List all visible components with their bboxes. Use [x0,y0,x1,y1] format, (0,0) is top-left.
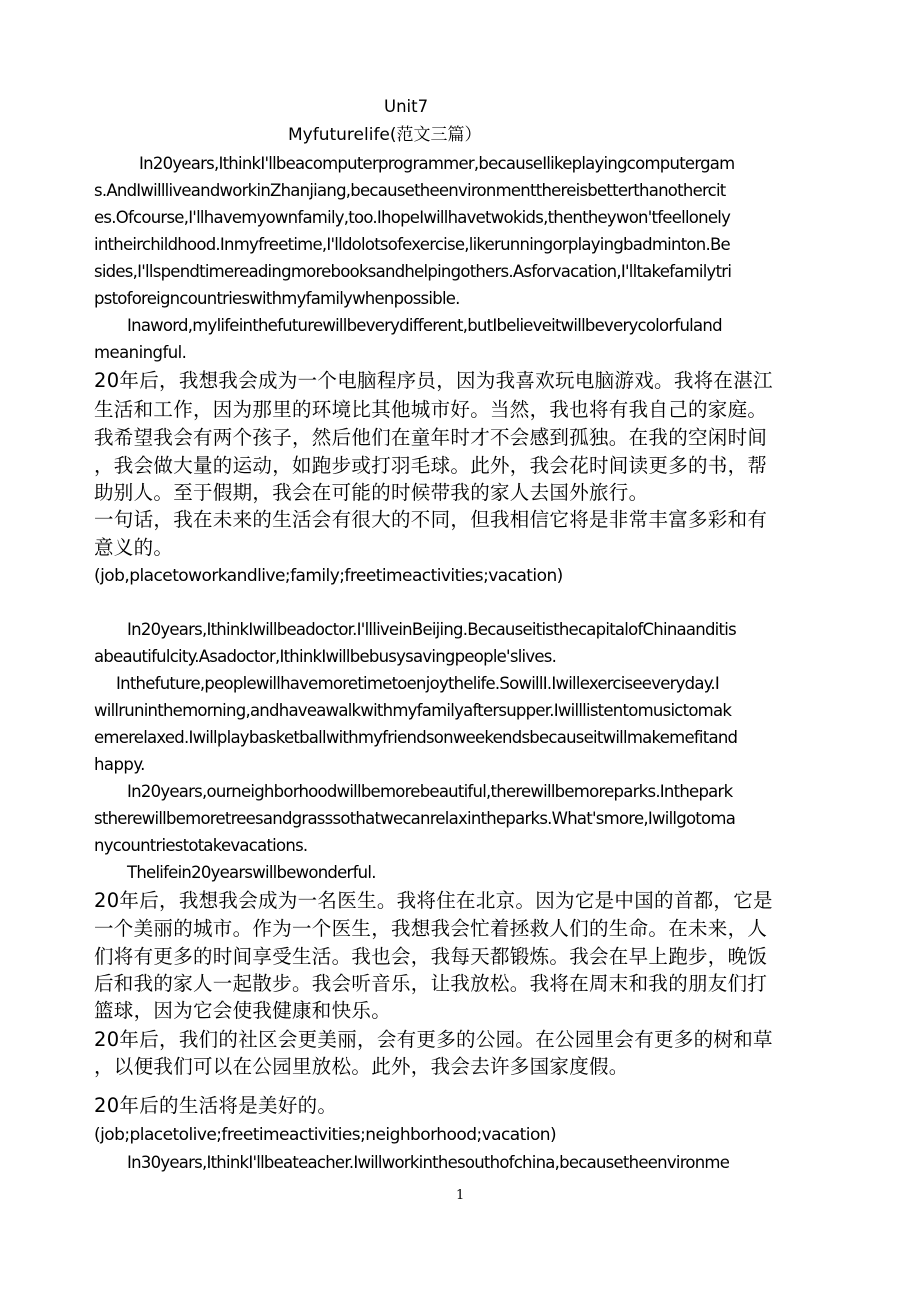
essay1-zh-line: 一句话，我在未来的生活会有很大的不同，但我相信它将是非常丰富多彩和有 [94,508,768,531]
essay2-en-line: nycountriestotakevacations. [94,836,308,855]
essay1-en-line: In20years,IthinkI'llbeacomputerprogrammer,becauseIlikeplayingcomputergam [139,154,735,173]
page-number: 1 [456,1188,465,1203]
essay2-en-line: willruninthemorning,andhaveawalkwithmyfamilyaftersupper.Iwilllistentomusictomak [94,701,732,720]
page-subtitle: Myfuturelife(范文三篇） [288,125,482,145]
essay2-zh-line: 一个美丽的城市。作为一个医生，我想我会忙着拯救人们的生命。在未来，人 [94,917,768,940]
essay1-en-line: s.AndIwillliveandworkinZhanjiang,becausetheenvironmentthereisbetterthanothercit [94,181,726,200]
essay3-en-line: In30years,IthinkI'llbeateacher.Iwillworkinthesouthofchina,becausetheenvironme [127,1153,730,1172]
essay1-en-line: sides,I'llspendtimereadingmorebooksandhelpingothers.Asforvacation,I'lltakefamilytri [94,262,732,281]
essay1-zh-line: 我希望我会有两个孩子，然后他们在童年时才不会感到孤独。在我的空闲时间 [94,426,768,449]
page-title: Unit7 [384,97,429,116]
essay1-keywords: (job,placetoworkandlive;family;freetimeactivities;vacation) [94,566,563,586]
essay2-zh-line: ，以便我们可以在公园里放松。此外，我会去许多国家度假。 [94,1055,629,1078]
essay1-en-line: meaningful. [94,343,187,362]
essay1-zh-line: 意义的。 [94,536,174,559]
essay2-zh-line: 20年后，我们的社区会更美丽，会有更多的公园。在公园里会有更多的树和草 [94,1028,773,1051]
essay1-en-line: Inaword,mylifeinthefuturewillbeverydifferent,butIbelieveitwillbeverycolorfuland [127,316,722,335]
essay2-en-line: abeautifulcity.Asadoctor,IthinkIwillbebusysavingpeople'slives. [94,647,557,666]
essay2-en-line: In20years,ourneighborhoodwillbemorebeautiful,therewillbemoreparks.Inthepark [127,782,733,801]
essay1-en-line: intheirchildhood.Inmyfreetime,I'lldolotsofexercise,likerunningorplayingbadminton.Be [94,235,730,254]
essay1-zh-line: 助别人。至于假期，我会在可能的时候带我的家人去国外旅行。 [94,481,649,504]
essay2-en-line: Inthefuture,peoplewillhavemoretimetoenjoythelife.SowillI.Iwillexerciseeveryday.I [116,674,720,693]
essay2-en-line: Thelifein20yearswillbewonderful. [127,863,376,882]
essay2-zh-line: 20年后，我想我会成为一名医生。我将住在北京。因为它是中国的首都，它是 [94,889,773,912]
essay1-zh-line: 生活和工作，因为那里的环境比其他城市好。当然，我也将有我自己的家庭。 [94,398,768,421]
essay1-en-line: pstoforeigncountrieswithmyfamilywhenpossible. [94,289,460,308]
essay2-zh-line: 后和我的家人一起散步。我会听音乐，让我放松。我将在周末和我的朋友们打 [94,972,768,995]
essay1-zh-line: ，我会做大量的运动，如跑步或打羽毛球。此外，我会花时间读更多的书，帮 [94,454,768,477]
essay2-zh-line: 们将有更多的时间享受生活。我也会，我每天都锻炼。我会在早上跑步，晚饭 [94,945,768,968]
essay2-zh-line: 20年后的生活将是美好的。 [94,1094,338,1117]
essay2-en-line: In20years,IthinkIwillbeadoctor.I'llliveinBeijing.BecauseitisthecapitalofChinaanditis [127,620,736,639]
essay2-keywords: (job;placetolive;freetimeactivities;neighborhood;vacation) [94,1125,557,1145]
essay2-zh-line: 篮球，因为它会使我健康和快乐。 [94,999,392,1022]
essay2-en-line: happy. [94,755,145,774]
essay2-en-line: emerelaxed.Iwillplaybasketballwithmyfriendsonweekendsbecauseitwillmakemefitand [94,728,738,747]
essay1-en-line: es.Ofcourse,I'llhavemyownfamily,too.IhopeIwillhavetwokids,thentheywon'tfeellonely [94,208,731,227]
essay1-zh-line: 20年后，我想我会成为一个电脑程序员，因为我喜欢玩电脑游戏。我将在湛江 [94,369,773,392]
essay2-en-line: stherewillbemoretreesandgrasssothatwecanrelaxintheparks.What'smore,Iwillgotoma [94,809,736,828]
